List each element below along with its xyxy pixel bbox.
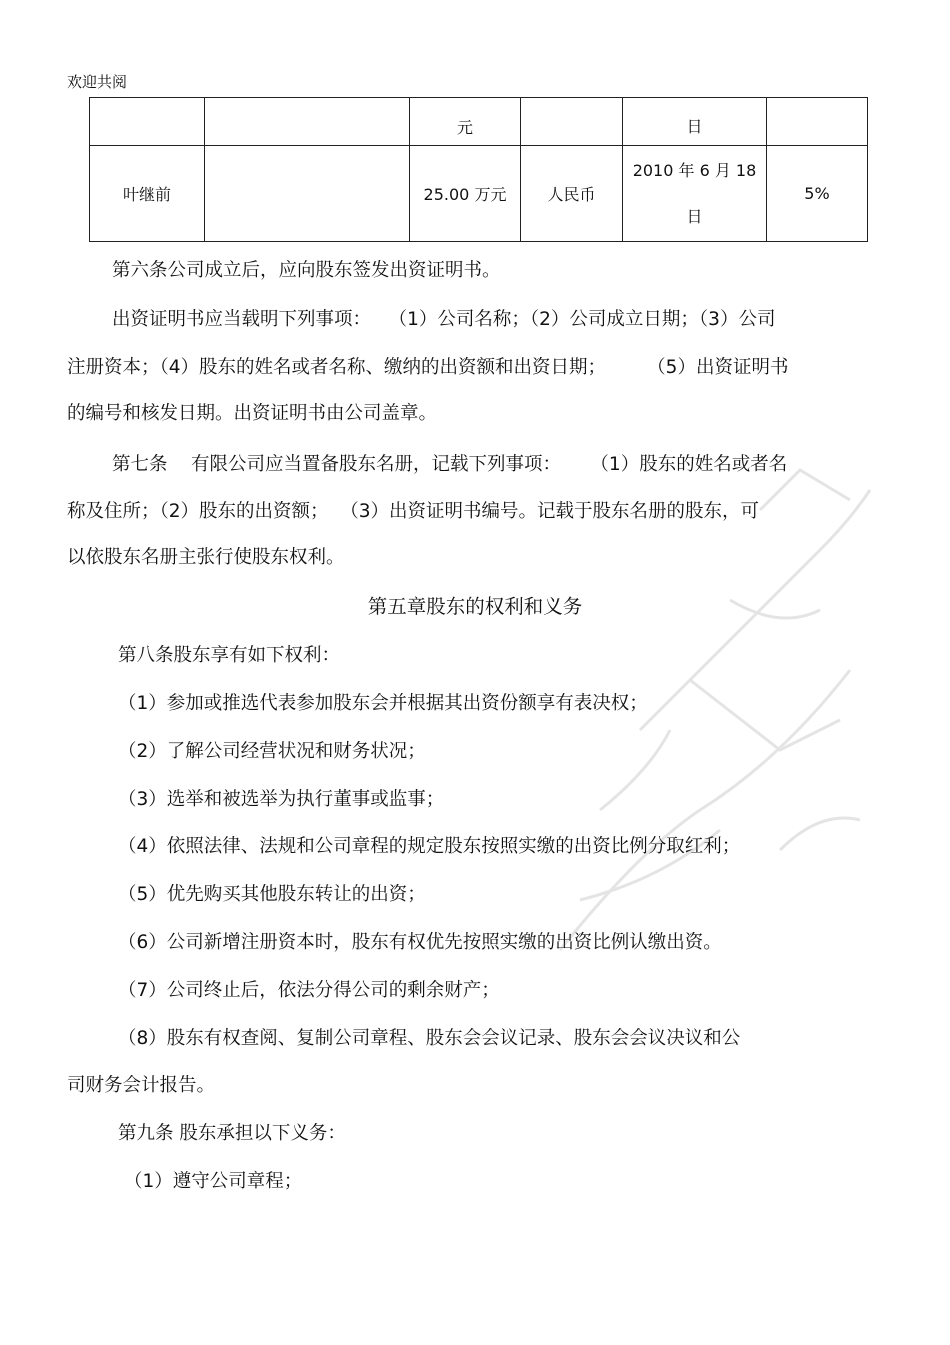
table-cell <box>521 98 623 146</box>
table-cell: 日 <box>623 98 767 146</box>
list-item: （1）参加或推选代表参加股东会并根据其出资份额享有表决权； <box>118 693 648 714</box>
paragraph-line: 以依股东名册主张行使股东权利。 <box>67 547 345 568</box>
article-8-text: 第八条股东享有如下权利： <box>118 645 341 666</box>
article-9-text: 第九条 股东承担以下义务： <box>118 1123 346 1144</box>
paragraph-line: 称及住所；（2）股东的出资额； （3）出资证明书编号。记载于股东名册的股东，可 <box>67 501 760 522</box>
list-item: （2）了解公司经营状况和财务状况； <box>118 741 426 762</box>
table-row <box>90 146 868 242</box>
page-header: 欢迎共阅 <box>67 73 128 91</box>
table-cell <box>90 98 205 146</box>
list-item: （4）依照法律、法规和公司章程的规定股东按照实缴的出资比例分取红利； <box>118 836 741 857</box>
date-line: 2010 年 6 月 18 <box>632 160 757 180</box>
list-item: （1）遵守公司章程； <box>124 1171 303 1192</box>
list-item: （8）股东有权查阅、复制公司章程、股东会会议记录、股东会会议决议和公 <box>118 1028 741 1049</box>
share-percent-cell: 5% <box>767 146 868 242</box>
paragraph-line: 的编号和核发日期。出资证明书由公司盖章。 <box>67 403 438 424</box>
table-cell: 元 <box>410 98 521 146</box>
table-row <box>90 98 868 146</box>
article-7-text: 第七条 有限公司应当置备股东名册，记载下列事项： （1）股东的姓名或者名 <box>112 454 788 475</box>
capital-contribution-table <box>89 97 868 242</box>
list-item: （6）公司新增注册资本时，股东有权优先按照实缴的出资比例认缴出资。 <box>118 932 722 953</box>
paragraph-line: 出资证明书应当载明下列事项： （1）公司名称；（2）公司成立日期；（3）公司 <box>112 309 776 330</box>
currency-cell: 人民币 <box>521 146 623 242</box>
contribution-date-cell <box>623 146 767 242</box>
paragraph-line: 注册资本；（4）股东的姓名或者名称、缴纳的出资额和出资日期； （5）出资证明书 <box>67 357 789 378</box>
table-cell <box>205 146 410 242</box>
contribution-amount-cell: 25.00 万元 <box>410 146 521 242</box>
table-cell <box>767 98 868 146</box>
list-item: （3）选举和被选举为执行董事或监事； <box>118 789 445 810</box>
list-item: （5）优先购买其他股东转让的出资； <box>118 884 426 905</box>
chapter-title: 第五章股东的权利和义务 <box>367 595 583 618</box>
paragraph-line: 司财务会计报告。 <box>67 1075 216 1096</box>
article-6-text: 第六条公司成立后，应向股东签发出资证明书。 <box>112 260 501 281</box>
shareholder-name-cell: 叶继前 <box>90 146 205 242</box>
date-line: 日 <box>686 206 703 226</box>
table-cell <box>205 98 410 146</box>
list-item: （7）公司终止后，依法分得公司的剩余财产； <box>118 980 500 1001</box>
